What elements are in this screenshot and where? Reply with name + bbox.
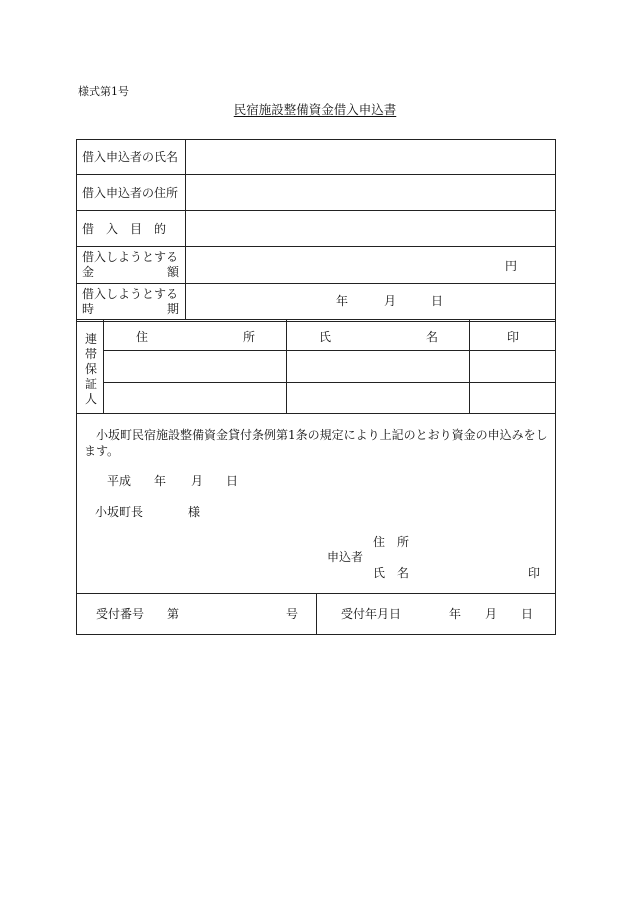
declaration-year: 年 (154, 474, 167, 488)
amount-label-char-1: 金 (82, 265, 95, 279)
reception-number-label: 受付番号 (96, 607, 145, 621)
guarantor-name-header-char-2: 名 (426, 330, 439, 344)
applicant-name-label: 氏 名 (373, 566, 410, 580)
reception-number-suffix: 号 (286, 607, 299, 621)
reception-year: 年 (449, 607, 462, 621)
period-day: 日 (431, 294, 444, 308)
applicant-seal: 印 (528, 566, 541, 580)
row-divider (76, 174, 556, 175)
reception-day: 日 (521, 607, 534, 621)
guarantor-name-header-char-1: 氏 (319, 330, 332, 344)
addressee-honorific: 様 (188, 505, 201, 519)
guarantor-row-divider (103, 350, 556, 351)
row-divider (76, 283, 556, 284)
row-divider (76, 321, 556, 322)
guarantor-label-char: 証 (84, 377, 97, 391)
period-label-char-1: 時 (82, 302, 95, 316)
declaration-text: 小坂町民宿施設整備資金貸付条例第1条の規定により上記のとおり資金の申込みをします。 (84, 428, 548, 458)
guarantor-address-header-char-1: 住 (136, 330, 149, 344)
reception-month: 月 (485, 607, 498, 621)
row-divider (76, 210, 556, 211)
reception-column-divider (316, 593, 317, 635)
guarantor-label-char: 保 (84, 362, 97, 376)
section-divider (76, 413, 556, 414)
addressee: 小坂町長 (95, 505, 144, 519)
label-column-divider (185, 139, 186, 320)
guarantor-label-divider (103, 320, 104, 413)
application-form-frame (76, 139, 556, 635)
purpose-label: 借 入 目 的 (82, 222, 167, 236)
guarantor-address-header-char-2: 所 (243, 330, 256, 344)
applicant-address-label: 住 所 (373, 535, 410, 549)
period-label-char-2: 期 (167, 302, 180, 316)
applicant-address-label: 借入申込者の住所 (82, 186, 179, 200)
guarantor-label-char: 帯 (84, 347, 97, 361)
amount-label-line1: 借入しようとする (82, 250, 179, 264)
applicant-name-label: 借入申込者の氏名 (82, 150, 179, 164)
guarantor-column-divider (286, 320, 287, 413)
document-title (0, 104, 630, 117)
guarantor-label (84, 332, 98, 407)
declaration-era: 平成 (107, 474, 132, 488)
document-title-text: 民宿施設整備資金借入申込書 (233, 102, 397, 117)
amount-label-char-2: 額 (167, 265, 180, 279)
period-label-line1: 借入しようとする (82, 287, 179, 301)
guarantor-row-divider (103, 382, 556, 383)
guarantor-seal-header: 印 (507, 330, 520, 344)
applicant-label: 申込者 (327, 550, 364, 564)
period-year: 年 (336, 294, 349, 308)
guarantor-label-char: 連 (84, 332, 97, 346)
guarantor-column-divider (469, 320, 470, 413)
declaration-month: 月 (191, 474, 204, 488)
form-number: 様式第1号 (78, 85, 129, 98)
declaration-day: 日 (226, 474, 239, 488)
period-month: 月 (384, 294, 397, 308)
row-divider (76, 246, 556, 247)
reception-number-prefix: 第 (167, 607, 180, 621)
amount-unit: 円 (505, 259, 518, 273)
reception-date-label: 受付年月日 (341, 607, 402, 621)
guarantor-label-char: 人 (84, 392, 97, 406)
row-divider (76, 319, 556, 320)
